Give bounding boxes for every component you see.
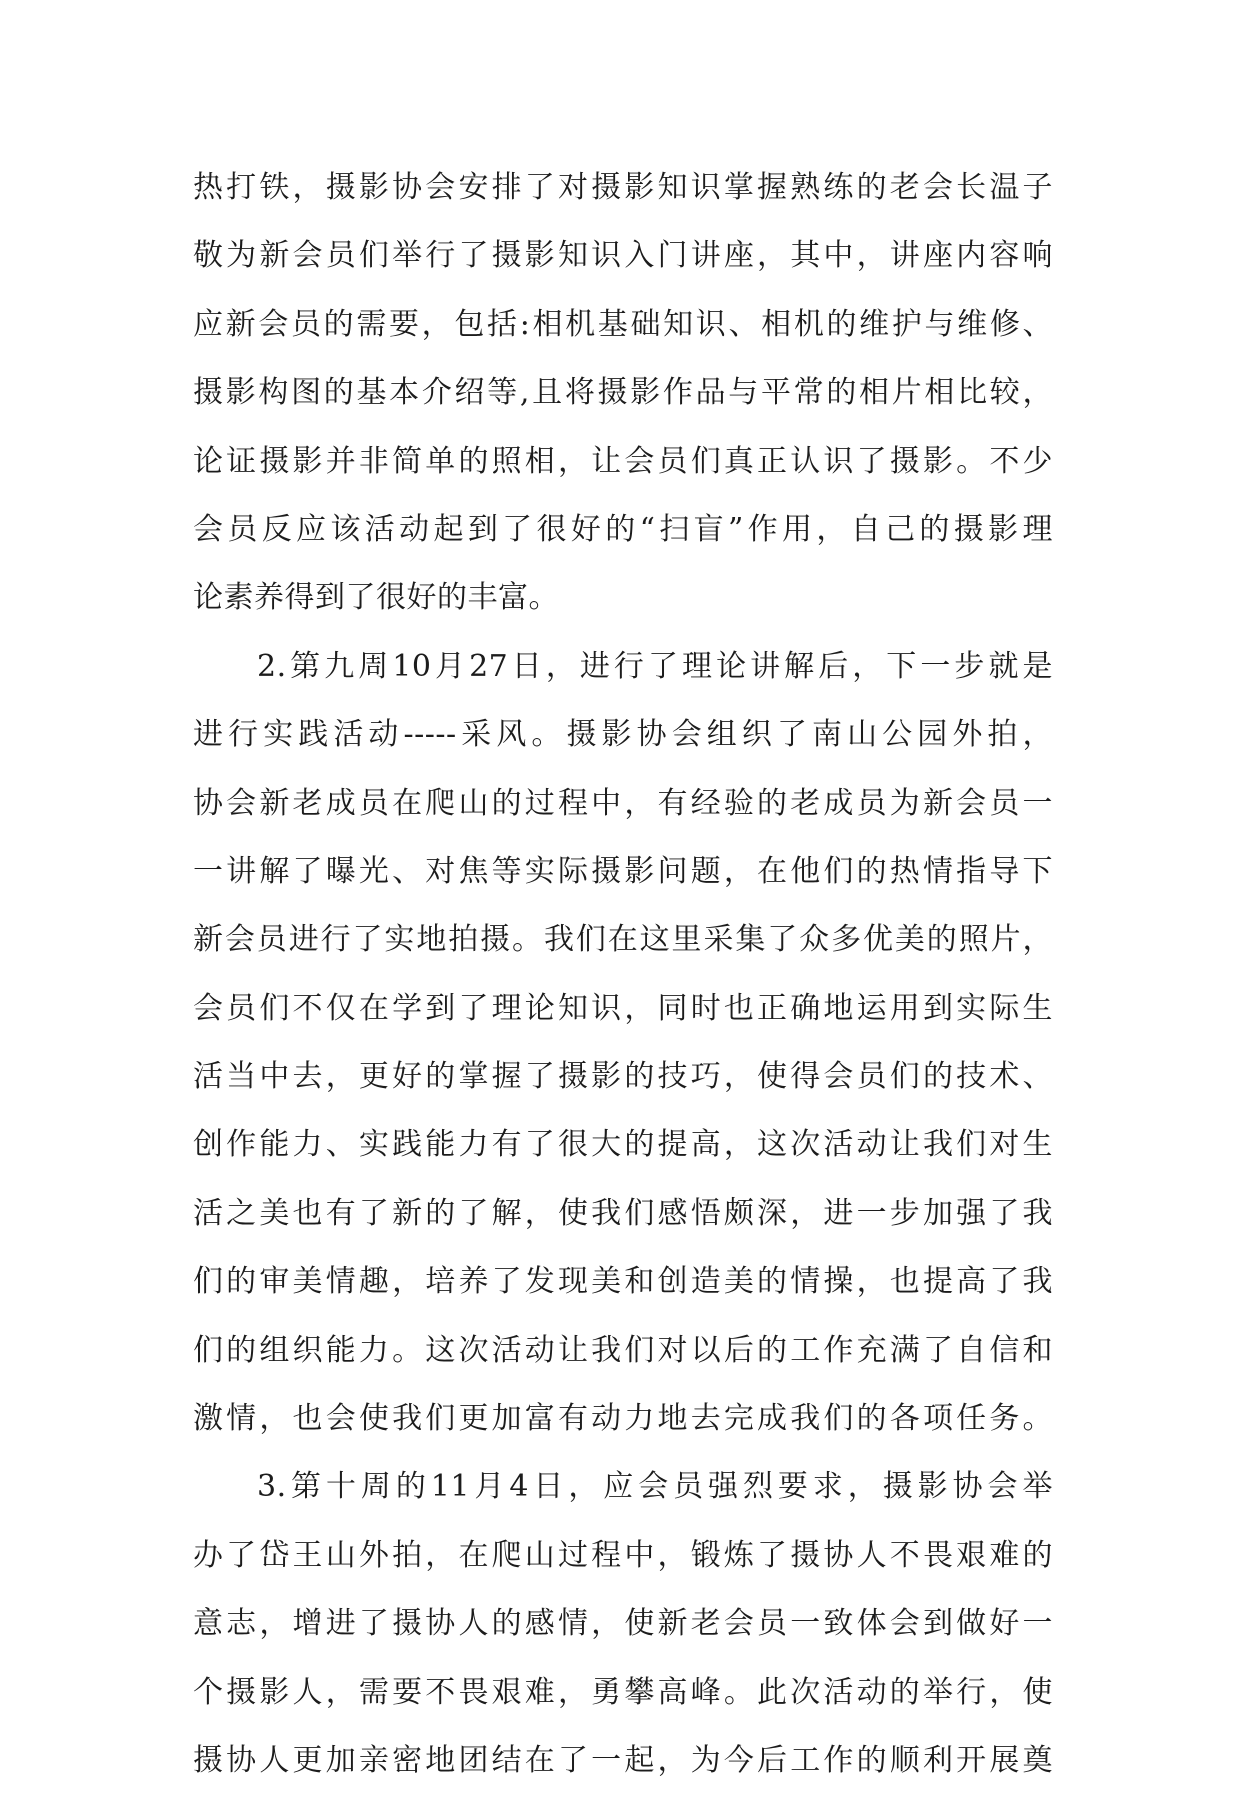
text-line: 们的审美情趣，培养了发现美和创造美的情操，也提高了我 bbox=[193, 1264, 1053, 1300]
text-line: 意志，增进了摄协人的感情，使新老会员一致体会到做好一 bbox=[193, 1606, 1053, 1642]
text-line: 个摄影人，需要不畏艰难，勇攀高峰。此次活动的举行，使 bbox=[193, 1674, 1053, 1710]
text-line: 进行实践活动-----采风。摄影协会组织了南山公园外拍， bbox=[193, 717, 1053, 753]
document-body bbox=[193, 154, 1053, 1795]
text-line: 论素养得到了很好的丰富。 bbox=[193, 580, 559, 616]
text-line: 活之美也有了新的了解，使我们感悟颇深，进一步加强了我 bbox=[193, 1195, 1053, 1231]
paragraph-start-line: 3.第十周的11月4日，应会员强烈要求，摄影协会举 bbox=[257, 1469, 1053, 1505]
text-line: 活当中去，更好的掌握了摄影的技巧，使得会员们的技术、 bbox=[193, 1059, 1053, 1095]
text-line: 摄影构图的基本介绍等,且将摄影作品与平常的相片相比较， bbox=[193, 375, 1053, 411]
text-line: 会员们不仅在学到了理论知识，同时也正确地运用到实际生 bbox=[193, 990, 1053, 1026]
text-line: 一讲解了曝光、对焦等实际摄影问题，在他们的热情指导下 bbox=[193, 853, 1053, 889]
text-line: 会员反应该活动起到了很好的“扫盲”作用，自己的摄影理 bbox=[193, 511, 1053, 547]
text-line: 激情，也会使我们更加富有动力地去完成我们的各项任务。 bbox=[193, 1401, 1053, 1437]
paragraph-start-line: 2.第九周10月27日，进行了理论讲解后，下一步就是 bbox=[257, 648, 1053, 684]
text-line: 敬为新会员们举行了摄影知识入门讲座，其中，讲座内容响 bbox=[193, 238, 1053, 274]
text-line: 摄协人更加亲密地团结在了一起，为今后工作的顺利开展奠 bbox=[193, 1742, 1053, 1778]
text-line: 热打铁，摄影协会安排了对摄影知识掌握熟练的老会长温子 bbox=[193, 170, 1053, 205]
text-line: 论证摄影并非简单的照相，让会员们真正认识了摄影。不少 bbox=[193, 443, 1053, 479]
text-line: 应新会员的需要，包括:相机基础知识、相机的维护与维修、 bbox=[193, 306, 1053, 342]
text-line: 办了岱王山外拍，在爬山过程中，锻炼了摄协人不畏艰难的 bbox=[193, 1537, 1053, 1573]
text-line: 协会新老成员在爬山的过程中，有经验的老成员为新会员一 bbox=[193, 785, 1053, 821]
text-line: 创作能力、实践能力有了很大的提高，这次活动让我们对生 bbox=[193, 1127, 1053, 1163]
text-line: 新会员进行了实地拍摄。我们在这里采集了众多优美的照片， bbox=[193, 922, 1053, 958]
text-line: 们的组织能力。这次活动让我们对以后的工作充满了自信和 bbox=[193, 1332, 1053, 1368]
